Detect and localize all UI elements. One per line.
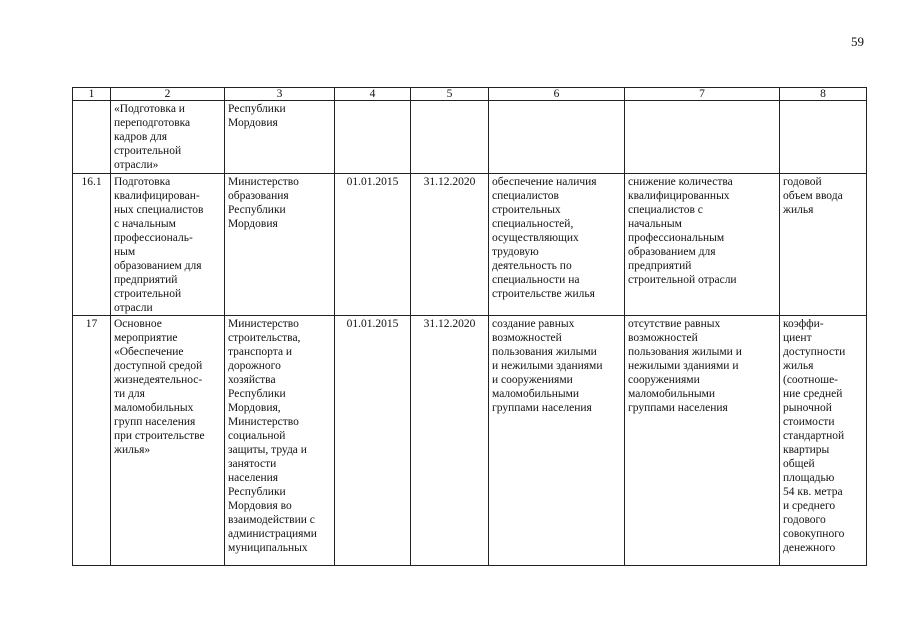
- start-date-cell: [335, 101, 411, 174]
- row-number-cell: [73, 101, 111, 174]
- indicator-link-cell: коэффи- циент доступности жилья (соотноше- ние средней рыночной стоимости стандартной квартиры общей площадью 54 кв. метра и среднего годового совокупного денежного: [780, 316, 867, 566]
- row-number-cell: 16.1: [73, 174, 111, 316]
- expected-result-cell: [489, 101, 625, 174]
- table-row: [73, 316, 867, 566]
- program-table: [72, 87, 867, 566]
- end-date-cell: [411, 101, 489, 174]
- responsible-executor-cell: Министерство образования Республики Мордовия: [225, 174, 335, 316]
- expected-result-cell: обеспечение наличия специалистов строительных специальностей, осуществляющих трудовую деятельность по специальности на строительстве жилья: [489, 174, 625, 316]
- consequences-cell: снижение количества квалифицированных специалистов с начальным профессиональным образованием для предприятий строительной отрасли: [625, 174, 780, 316]
- expected-result-cell: создание равных возможностей пользования жилыми и нежилыми зданиями и сооружениями маломобильными группами населения: [489, 316, 625, 566]
- start-date-cell: 01.01.2015: [335, 174, 411, 316]
- end-date-cell: 31.12.2020: [411, 316, 489, 566]
- consequences-cell: [625, 101, 780, 174]
- indicator-link-cell: [780, 101, 867, 174]
- responsible-executor-cell: Республики Мордовия: [225, 101, 335, 174]
- responsible-executor-cell: Министерство строительства, транспорта и дорожного хозяйства Республики Мордовия, Министерство социальной защиты, труда и занятости населения Республики Мордовия во взаимодействии с администрациями муниципальных: [225, 316, 335, 566]
- start-date-cell: 01.01.2015: [335, 316, 411, 566]
- table-row: [73, 101, 867, 174]
- column-number-4: 4: [335, 88, 411, 101]
- column-number-7: 7: [625, 88, 780, 101]
- column-number-2: 2: [111, 88, 225, 101]
- column-number-6: 6: [489, 88, 625, 101]
- end-date-cell: 31.12.2020: [411, 174, 489, 316]
- indicator-link-cell: годовой объем ввода жилья: [780, 174, 867, 316]
- row-number-cell: 17: [73, 316, 111, 566]
- column-number-8: 8: [780, 88, 867, 101]
- consequences-cell: отсутствие равных возможностей пользования жилыми и нежилыми зданиями и сооружениями маломобильными группами населения: [625, 316, 780, 566]
- column-number-5: 5: [411, 88, 489, 101]
- measure-name-cell: Подготовка квалифицирован- ных специалистов с начальным профессиональ- ным образованием для предприятий строительной отрасли: [111, 174, 225, 316]
- measure-name-cell: Основное мероприятие «Обеспечение доступной средой жизнедеятельнос- ти для маломобильных групп населения при строительстве жилья»: [111, 316, 225, 566]
- table-header-row: [73, 88, 867, 101]
- page-number: 59: [851, 34, 864, 49]
- column-number-3: 3: [225, 88, 335, 101]
- measure-name-cell: «Подготовка и переподготовка кадров для строительной отрасли»: [111, 101, 225, 174]
- table-row: [73, 174, 867, 316]
- column-number-1: 1: [73, 88, 111, 101]
